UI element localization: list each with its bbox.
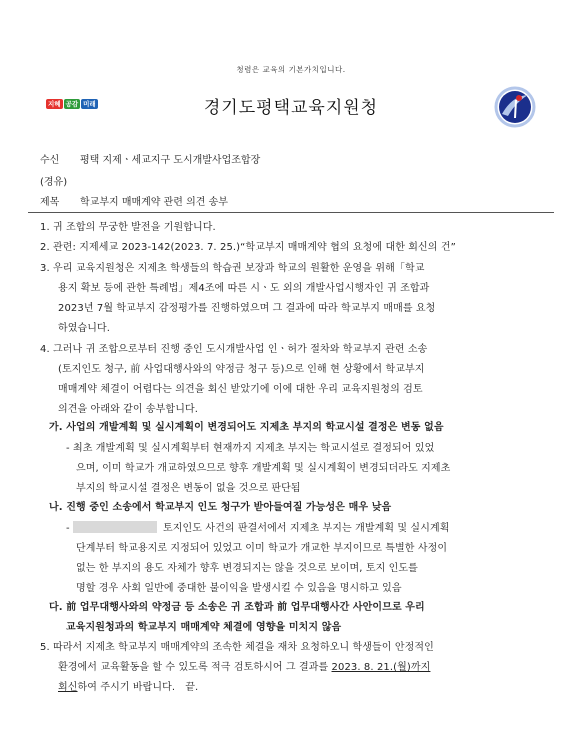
item-5-line — [58, 678, 198, 698]
sub-item-a-line: - 최초 개발계획 및 실시계획부터 현재까지 지제초 부지는 학교시설로 결정되어 있었 — [66, 443, 435, 454]
slogan: 청렴은 교육의 기본가치입니다. — [236, 65, 346, 74]
sub-item-a-line: 으며, 이미 학교가 개교하였으므로 향후 개발계획 및 실시계획이 변경되더라도 지제초 — [76, 463, 451, 474]
sub-item-b-first-text: 토지인도 사건의 판결서에서 지제초 부지는 개발계획 및 실시계획 — [163, 523, 450, 534]
subject-line — [40, 193, 228, 208]
item-4-line: 의견을 아래와 같이 송부합니다. — [58, 404, 198, 415]
subject-label: 제목 — [40, 197, 60, 208]
recipient-label: 수신 — [40, 155, 60, 166]
item-5-line: 5. 따라서 지제초 학교부지 매매계약의 조속한 체결을 재차 요청하오니 학생들이 안정적인 — [40, 642, 434, 653]
logo-part-wisdom: 지혜 — [48, 100, 61, 108]
subject-value: 학교부지 매매계약 관련 의견 송부 — [80, 197, 228, 208]
item-3-line: 하였습니다. — [58, 323, 111, 334]
divider-line — [28, 212, 554, 213]
logo-part-empathy: 공감 — [65, 100, 79, 108]
item-4-line: 4. 그러나 귀 조합으로부터 진행 중인 도시개발사업 인ㆍ허가 절차와 학교부지 관련 소송 — [40, 344, 428, 355]
sub-item-c-line: 다. 前 업무대행사와의 약정금 등 소송은 귀 조합과 前 업무대행사간 사안이므로 우리 — [49, 602, 425, 613]
sub-item-a-line: 부지의 학교시설 결정은 변동이 없을 것으로 판단됨 — [76, 483, 301, 494]
recipient-line — [40, 151, 260, 166]
item-5-text: 환경에서 교육활동을 할 수 있도록 적극 검토하시어 그 결과를 — [58, 662, 329, 673]
redacted-text — [73, 521, 157, 533]
education-office-emblem-icon — [494, 86, 536, 128]
sub-item-b-line: 단계부터 학교용지로 지정되어 있었고 이미 학교가 개교한 부지이므로 특별한 사정이 — [76, 543, 448, 554]
recipient-value: 평택 지제ㆍ세교지구 도시개발사업조합장 — [80, 155, 261, 166]
item-2: 2. 관련: 지제세교 2023-142(2023. 7. 25.)“학교부지 매매계약 협의 요청에 대한 회신의 건” — [40, 242, 456, 253]
item-1: 1. 귀 조합의 무궁한 발전을 기원합니다. — [40, 222, 216, 233]
sub-item-b-line: 없는 한 부지의 용도 자체가 향후 변경되지는 않을 것으로 보이며, 토지 인도를 — [76, 563, 418, 574]
document-body — [40, 218, 552, 728]
sub-item-b-title: 나. 진행 중인 소송에서 학교부지 인도 청구가 받아들여질 가능성은 매우 낮음 — [49, 502, 392, 513]
item-3-line: 용지 확보 등에 관한 특례법」제4조에 따른 시ㆍ도 외의 개발사업시행자인 귀 조합과 — [58, 283, 430, 294]
item-3-line: 2023년 7월 학교부지 감정평가를 진행하였으며 그 결과에 따라 학교부지 매매를 요청 — [58, 303, 436, 314]
end-mark: 끝. — [185, 682, 199, 693]
item-5-closing: 하여 주시기 바랍니다. — [77, 682, 176, 693]
logo-part-future: 미래 — [83, 100, 96, 108]
via-line: (경유) — [40, 177, 68, 188]
reply-word: 회신 — [58, 682, 78, 693]
item-5-line — [58, 658, 430, 678]
sub-item-a-title: 가. 사업의 개발계획 및 실시계획이 변경되어도 지제초 부지의 학교시설 결정은 변동 없음 — [49, 422, 444, 433]
reply-deadline: 2023. 8. 21.(월)까지 — [331, 662, 431, 673]
item-4-line: 매매계약 체결이 어렵다는 의견을 회신 받았기에 이에 대한 우리 교육지원청의 검토 — [58, 384, 423, 395]
sub-item-b-line: 명할 경우 사회 일반에 중대한 불이익을 발생시킬 수 있음을 명시하고 있음 — [76, 583, 402, 594]
item-3-line: 3. 우리 교육지원청은 지제초 학생들의 학습권 보장과 학교의 원활한 운영을 위해「학교 — [40, 263, 425, 274]
sub-item-b-line: - 토지인도 사건의 판결서에서 지제초 부지는 개발계획 및 실시계획 — [66, 523, 450, 534]
organization-name: 경기도평택교육지원청 — [203, 98, 379, 118]
item-4-line: (토지인도 청구, 前 사업대행사와의 약정금 청구 등)으로 인해 현 상황에서 학교부지 — [58, 364, 425, 375]
sub-item-c-line: 교육지원청과의 학교부지 매매계약 체결에 영향을 미치지 않음 — [66, 622, 342, 633]
